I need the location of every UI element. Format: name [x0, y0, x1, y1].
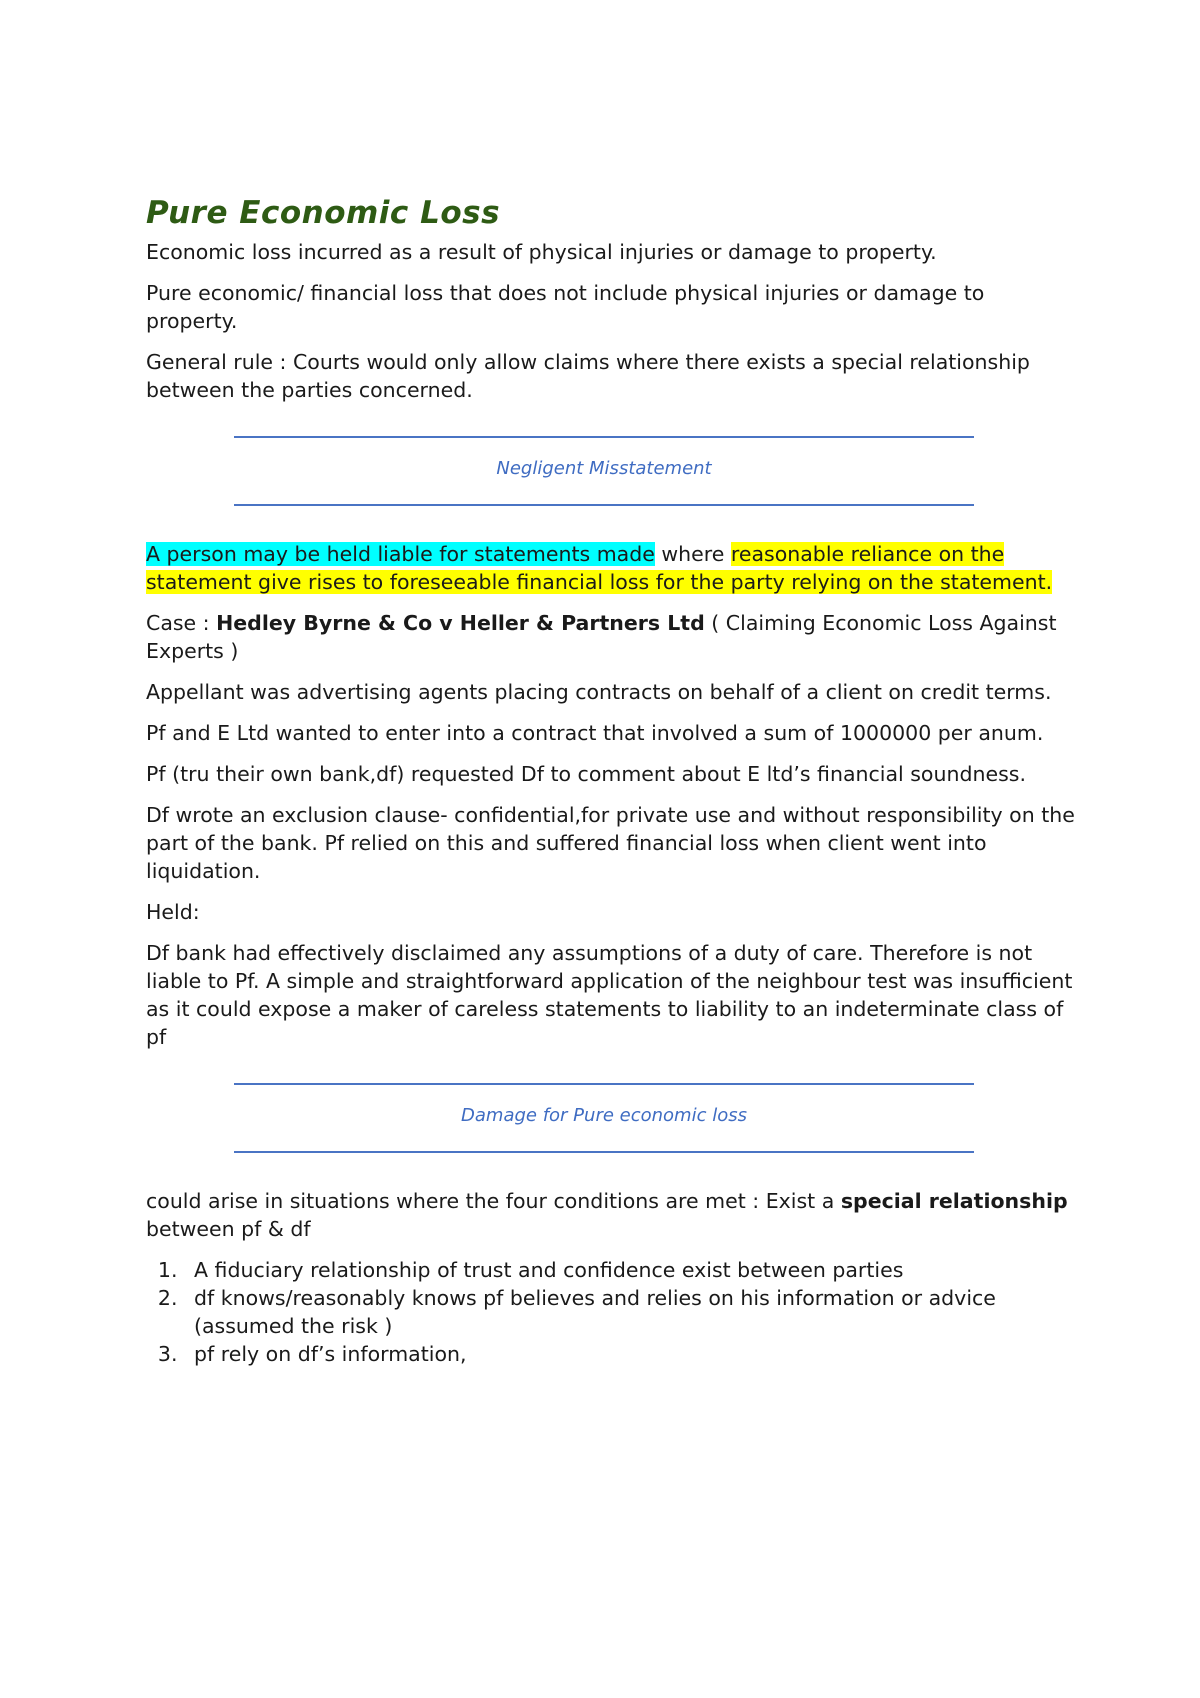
case-prefix: Case :: [146, 610, 217, 635]
held-label: Held:: [146, 899, 200, 924]
highlight-yellow-text: reasonable reliance on the statement give rises to foreseeable financial loss for the party relying on the statement.: [146, 541, 1053, 594]
principle-paragraph: [146, 540, 1076, 596]
held-paragraph: Df bank had effectively disclaimed any assumptions of a duty of care. Therefore is not liable to Pf. A simple and straightforward application of the neighbour test was insufficient as it could expose a maker of careless statements to liability to an indeterminate class of pf: [146, 940, 1073, 1049]
intro-paragraph-3: General rule : Courts would only allow claims where there exists a special relationship between the parties concerned.: [146, 349, 1030, 402]
lead-text-after: between pf & df: [146, 1216, 311, 1241]
conditions-lead-paragraph: [146, 1187, 1076, 1243]
conditions-list: [146, 1256, 1076, 1368]
list-item: 2. df knows/reasonably knows pf believes and relies on his information or advice (assumed the risk ): [184, 1284, 1076, 1340]
list-item: 1. A fiduciary relationship of trust and confidence exist between parties: [184, 1256, 1076, 1284]
divider-rule-bottom: [234, 504, 974, 506]
section-heading-damage: Damage for Pure economic loss: [461, 1104, 747, 1126]
case-citation: [146, 609, 1076, 665]
divider-rule-bottom: [234, 1151, 974, 1153]
section-divider-damage: [146, 1071, 1076, 1177]
case-paragraph-2: Pf and E Ltd wanted to enter into a contract that involved a sum of 1000000 per anum.: [146, 720, 1044, 745]
case-note: ( Claiming Economic Loss Against Experts ): [146, 610, 1057, 663]
list-item: 3. pf rely on df’s information,: [184, 1340, 1076, 1368]
lead-bold-text: special relationship: [840, 1188, 1068, 1213]
lead-text-before: could arise in situations where the four conditions are met : Exist a: [146, 1188, 841, 1213]
case-paragraph-3: Pf (tru their own bank,df) requested Df to comment about E ltd’s financial soundness.: [146, 761, 1026, 786]
intro-paragraph-1: Economic loss incurred as a result of physical injuries or damage to property.: [146, 239, 937, 264]
case-name: Hedley Byrne & Co v Heller & Partners Ltd: [216, 610, 705, 635]
divider-rule-top: [234, 436, 974, 438]
divider-rule-top: [234, 1083, 974, 1085]
highlight-cyan-text: A person may be held liable for statements made: [146, 541, 655, 566]
document-body: [146, 196, 1076, 1368]
intro-paragraph-2: Pure economic/ financial loss that does not include physical injuries or damage to property.: [146, 280, 985, 333]
case-paragraph-4: Df wrote an exclusion clause- confidential,for private use and without responsibility on the part of the bank. Pf relied on this and suffered financial loss when client went into liquidation.: [146, 802, 1075, 883]
case-paragraph-1: Appellant was advertising agents placing contracts on behalf of a client on credit terms.: [146, 679, 1052, 704]
section-heading-negligent-misstatement: Negligent Misstatement: [496, 457, 712, 479]
section-divider-negligent-misstatement: [146, 424, 1076, 530]
principle-connector-text: where: [654, 541, 731, 566]
page-title: Pure Economic Loss: [146, 195, 501, 231]
